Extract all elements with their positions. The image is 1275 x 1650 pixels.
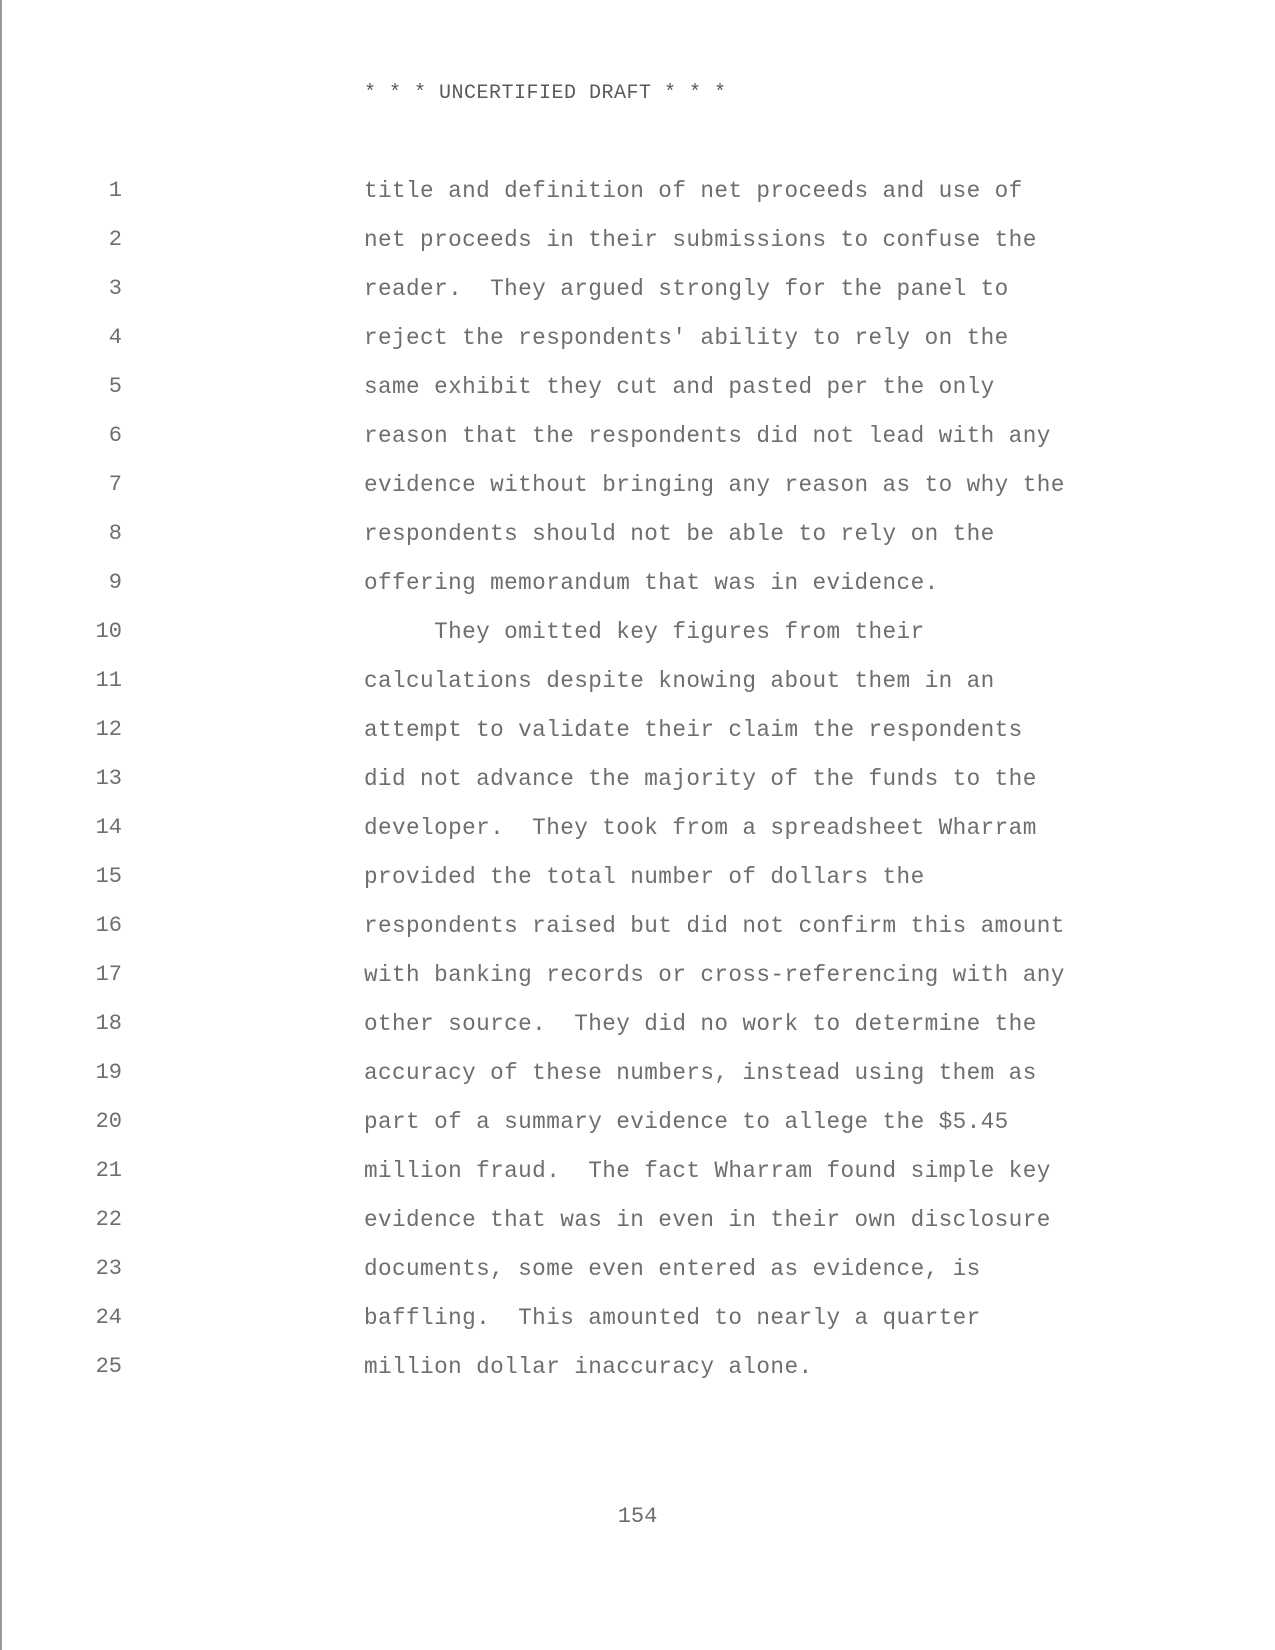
transcript-line — [0, 1150, 1275, 1199]
transcript-line — [0, 1101, 1275, 1150]
transcript-line — [0, 562, 1275, 611]
line-number: 14 — [95, 815, 122, 840]
transcript-line — [0, 856, 1275, 905]
transcript-line — [0, 1052, 1275, 1101]
line-text: title and definition of net proceeds and use of — [364, 178, 1023, 204]
transcript-line — [0, 709, 1275, 758]
transcript-line — [0, 513, 1275, 562]
line-text: net proceeds in their submissions to confuse the — [364, 227, 1037, 253]
line-text: reject the respondents' ability to rely on the — [364, 325, 1009, 351]
transcript-body — [0, 170, 1275, 1395]
line-number: 3 — [108, 276, 122, 301]
transcript-line — [0, 660, 1275, 709]
transcript-line — [0, 1346, 1275, 1395]
transcript-line — [0, 954, 1275, 1003]
line-number: 16 — [95, 913, 122, 938]
transcript-line — [0, 268, 1275, 317]
transcript-line — [0, 415, 1275, 464]
transcript-line — [0, 170, 1275, 219]
line-text: same exhibit they cut and pasted per the only — [364, 374, 995, 400]
line-text: evidence that was in even in their own disclosure — [364, 1207, 1051, 1233]
transcript-line — [0, 1297, 1275, 1346]
line-text: respondents should not be able to rely on the — [364, 521, 995, 547]
line-number: 2 — [108, 227, 122, 252]
line-text: accuracy of these numbers, instead using them as — [364, 1060, 1037, 1086]
transcript-line — [0, 611, 1275, 660]
line-text: calculations despite knowing about them in an — [364, 668, 995, 694]
transcript-line — [0, 905, 1275, 954]
line-text: provided the total number of dollars the — [364, 864, 925, 890]
line-number: 18 — [95, 1011, 122, 1036]
transcript-line — [0, 1003, 1275, 1052]
transcript-line — [0, 219, 1275, 268]
line-number: 20 — [95, 1109, 122, 1134]
transcript-line — [0, 807, 1275, 856]
transcript-line — [0, 366, 1275, 415]
transcript-line — [0, 758, 1275, 807]
line-number: 23 — [95, 1256, 122, 1281]
draft-header: * * * UNCERTIFIED DRAFT * * * — [364, 82, 727, 105]
line-text: million fraud. The fact Wharram found simple key — [364, 1158, 1051, 1184]
page-number: 154 — [617, 1504, 658, 1529]
line-number: 7 — [108, 472, 122, 497]
line-number: 22 — [95, 1207, 122, 1232]
line-text: other source. They did no work to determine the — [364, 1011, 1037, 1037]
line-text: They omitted key figures from their — [364, 619, 925, 645]
line-number: 5 — [108, 374, 122, 399]
line-number: 13 — [95, 766, 122, 791]
line-number: 1 — [108, 178, 122, 203]
line-text: with banking records or cross-referencing with any — [364, 962, 1065, 988]
line-text: reason that the respondents did not lead with any — [364, 423, 1051, 449]
line-number: 4 — [108, 325, 122, 350]
line-number: 9 — [108, 570, 122, 595]
line-text: million dollar inaccuracy alone. — [364, 1354, 813, 1380]
line-text: did not advance the majority of the funds to the — [364, 766, 1037, 792]
transcript-line — [0, 464, 1275, 513]
transcript-line — [0, 1248, 1275, 1297]
line-number: 25 — [95, 1354, 122, 1379]
line-text: reader. They argued strongly for the panel to — [364, 276, 1009, 302]
line-number: 17 — [95, 962, 122, 987]
line-text: baffling. This amounted to nearly a quarter — [364, 1305, 981, 1331]
line-number: 6 — [108, 423, 122, 448]
transcript-line — [0, 1199, 1275, 1248]
line-number: 19 — [95, 1060, 122, 1085]
line-number: 21 — [95, 1158, 122, 1183]
transcript-line — [0, 317, 1275, 366]
line-number: 11 — [95, 668, 122, 693]
line-text: respondents raised but did not confirm this amount — [364, 913, 1065, 939]
line-number: 8 — [108, 521, 122, 546]
line-text: offering memorandum that was in evidence. — [364, 570, 939, 596]
line-text: evidence without bringing any reason as to why the — [364, 472, 1065, 498]
line-number: 10 — [95, 619, 122, 644]
line-number: 24 — [95, 1305, 122, 1330]
line-text: developer. They took from a spreadsheet Wharram — [364, 815, 1037, 841]
line-number: 12 — [95, 717, 122, 742]
line-number: 15 — [95, 864, 122, 889]
line-text: documents, some even entered as evidence, is — [364, 1256, 981, 1282]
line-text: attempt to validate their claim the respondents — [364, 717, 1023, 743]
line-text: part of a summary evidence to allege the $5.45 — [364, 1109, 1009, 1135]
